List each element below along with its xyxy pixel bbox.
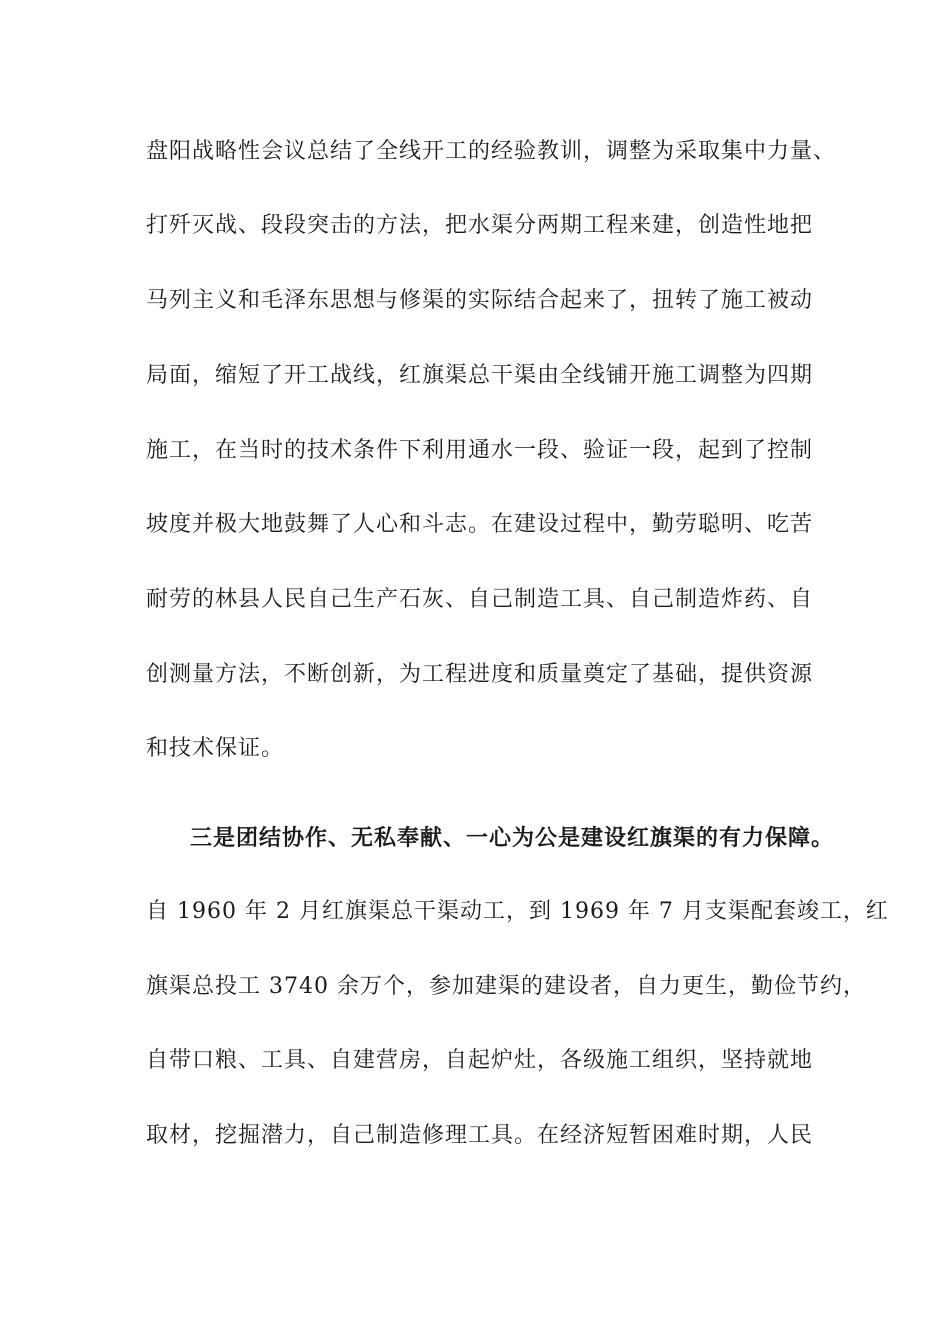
paragraph-1-line-5: 施工，在当时的技术条件下利用通水一段、验证一段，起到了控制 xyxy=(146,438,814,463)
paragraph-1-line-7: 耐劳的林县人民自己生产石灰、自己制造工具、自己制造炸药、自 xyxy=(146,587,814,612)
paragraph-2-line-4: 取材，挖掘潜力，自己制造修理工具。在经济短暂困难时期，人民 xyxy=(146,1123,814,1148)
section-heading: 三是团结协作、无私奉献、一心为公是建设红旗渠的有力保障。 xyxy=(190,825,835,851)
paragraph-1-line-4: 局面，缩短了开工战线，红旗渠总干渠由全线铺开施工调整为四期 xyxy=(146,363,814,388)
paragraph-2-line-3: 自带口粮、工具、自建营房，自起炉灶，各级施工组织，坚持就地 xyxy=(146,1048,814,1073)
paragraph-1-line-8: 创测量方法，不断创新，为工程进度和质量奠定了基础，提供资源 xyxy=(146,662,814,687)
paragraph-1-line-1: 盘阳战略性会议总结了全线开工的经验教训，调整为采取集中力量、 xyxy=(146,139,837,164)
paragraph-1-line-3: 马列主义和毛泽东思想与修渠的实际结合起来了，扭转了施工被动 xyxy=(146,288,814,313)
paragraph-1-line-2: 打歼灭战、段段突击的方法，把水渠分两期工程来建，创造性地把 xyxy=(146,213,814,238)
paragraph-1-line-9: 和技术保证。 xyxy=(146,736,285,761)
paragraph-2-line-2: 旗渠总投工 3740 余万个，参加建渠的建设者，自力更生，勤俭节约， xyxy=(146,974,866,999)
paragraph-1-line-6: 坡度并极大地鼓舞了人心和斗志。在建设过程中，勤劳聪明、吃苦 xyxy=(146,512,814,537)
paragraph-2-line-1: 自 1960 年 2 月红旗渠总干渠动工，到 1969 年 7 月支渠配套竣工，红 xyxy=(146,899,889,924)
